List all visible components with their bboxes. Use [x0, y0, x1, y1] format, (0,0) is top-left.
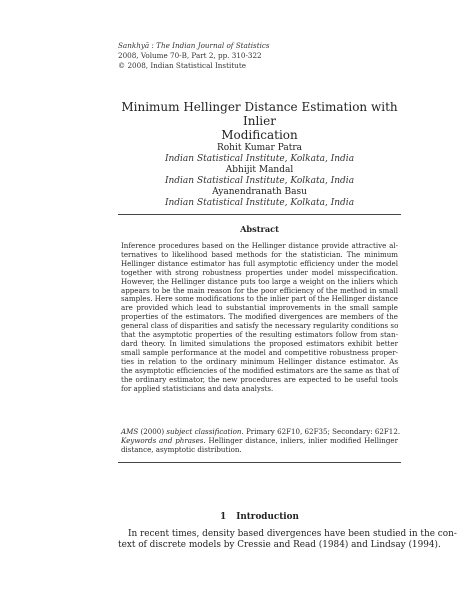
- author-name-1: Rohit Kumar Patra: [216, 143, 303, 153]
- journal-volume-line: 2008, Volume 70-B, Part 2, pp. 310-322: [118, 50, 262, 60]
- abstract-line: the asymptotic efficiencies of the modified estimators are the same as that of: [121, 365, 399, 375]
- journal-header: [118, 41, 270, 70]
- ams-label: AMS: [121, 427, 139, 436]
- section-heading-introduction: [118, 512, 401, 522]
- abstract-line: the ordinary estimator, the new procedures are expected to be useful tools: [121, 374, 398, 384]
- journal-copyright-line: © 2008, Indian Statistical Institute: [118, 60, 246, 70]
- abstract-line: that the asymptotic properties of the resulting estimators follow from stan-: [121, 330, 398, 340]
- abstract-body: [121, 242, 398, 393]
- abstract-line: ties in relation to the ordinary minimum Hellinger distance estimator. As: [121, 356, 398, 366]
- abstract-line: Inference procedures based on the Hellinger distance provide attractive al-: [121, 241, 398, 250]
- abstract-line: for applied statisticians and data analysts.: [121, 383, 274, 393]
- ams-year: (2000): [138, 427, 167, 436]
- introduction-text: [118, 529, 457, 551]
- abstract-heading: Abstract: [240, 224, 279, 234]
- journal-sankhya: Sankhyā: [118, 41, 150, 50]
- abstract-line: samples. Here some modifications to the inlier part of the Hellinger distance: [121, 294, 398, 304]
- intro-line-1: In recent times, density based divergences have been studied in the con-: [128, 529, 457, 539]
- journal-name-line: [118, 41, 270, 51]
- abstract-line: properties of the estimators. The modified divergences are members of the: [121, 312, 398, 322]
- abstract-line: general class of disparities and satisfy the necessary regularity conditions so: [121, 321, 399, 331]
- section-title: Introduction: [236, 512, 299, 522]
- author-list: [118, 143, 401, 208]
- abstract-line: together with strong robustness properties under model misspecification.: [121, 267, 398, 277]
- keywords-line-2: distance, asymptotic distribution.: [121, 444, 242, 454]
- abstract-line: ternatives to likelihood based methods for the statistician. The minimum: [121, 249, 398, 259]
- abstract-bottom-rule: [118, 462, 401, 463]
- author-affiliation-3: Indian Statistical Institute, Kolkata, India: [164, 197, 355, 208]
- journal-separator: :: [149, 41, 157, 50]
- author-name-3: Ayanendranath Basu: [212, 186, 307, 197]
- abstract-top-rule: [118, 214, 401, 215]
- keywords-label: Keywords and phrases.: [121, 435, 206, 445]
- abstract-line: are provided which lead to substantial improvements in the small sample: [121, 303, 398, 313]
- author-affiliation-2: Indian Statistical Institute, Kolkata, India: [164, 175, 355, 186]
- abstract-line: small sample performance at the model and competitive robustness proper-: [121, 347, 398, 357]
- ams-codes: Primary 62F10, 62F35; Secondary: 62F12.: [243, 427, 401, 436]
- classification-block: [121, 427, 401, 455]
- paper-title: [118, 100, 401, 142]
- ams-subject-label: subject classification.: [166, 427, 244, 436]
- abstract-line: appears to be the main reason for the poor efficiency of the method in small: [121, 285, 398, 295]
- keywords-text: Hellinger distance, inliers, inlier modified Hellinger: [205, 435, 398, 445]
- paper-title-line-2: Modification: [221, 128, 298, 142]
- author-name-2: Abhijit Mandal: [225, 164, 294, 175]
- abstract-line: Hellinger distance estimator has full asymptotic efficiency under the model: [121, 258, 398, 268]
- journal-subtitle: The Indian Journal of Statistics: [156, 41, 270, 50]
- abstract-line: dard theory. In limited simulations the proposed estimators exhibit better: [121, 338, 398, 348]
- section-number: 1: [220, 512, 227, 522]
- author-affiliation-1: Indian Statistical Institute, Kolkata, India: [164, 153, 355, 164]
- abstract-line: However, the Hellinger distance puts too large a weight on the inliers which: [121, 276, 398, 286]
- intro-line-2: text of discrete models by Cressie and Read (1984) and Lindsay (1994).: [118, 540, 441, 551]
- paper-title-line-1: Minimum Hellinger Distance Estimation with Inlier: [121, 100, 398, 128]
